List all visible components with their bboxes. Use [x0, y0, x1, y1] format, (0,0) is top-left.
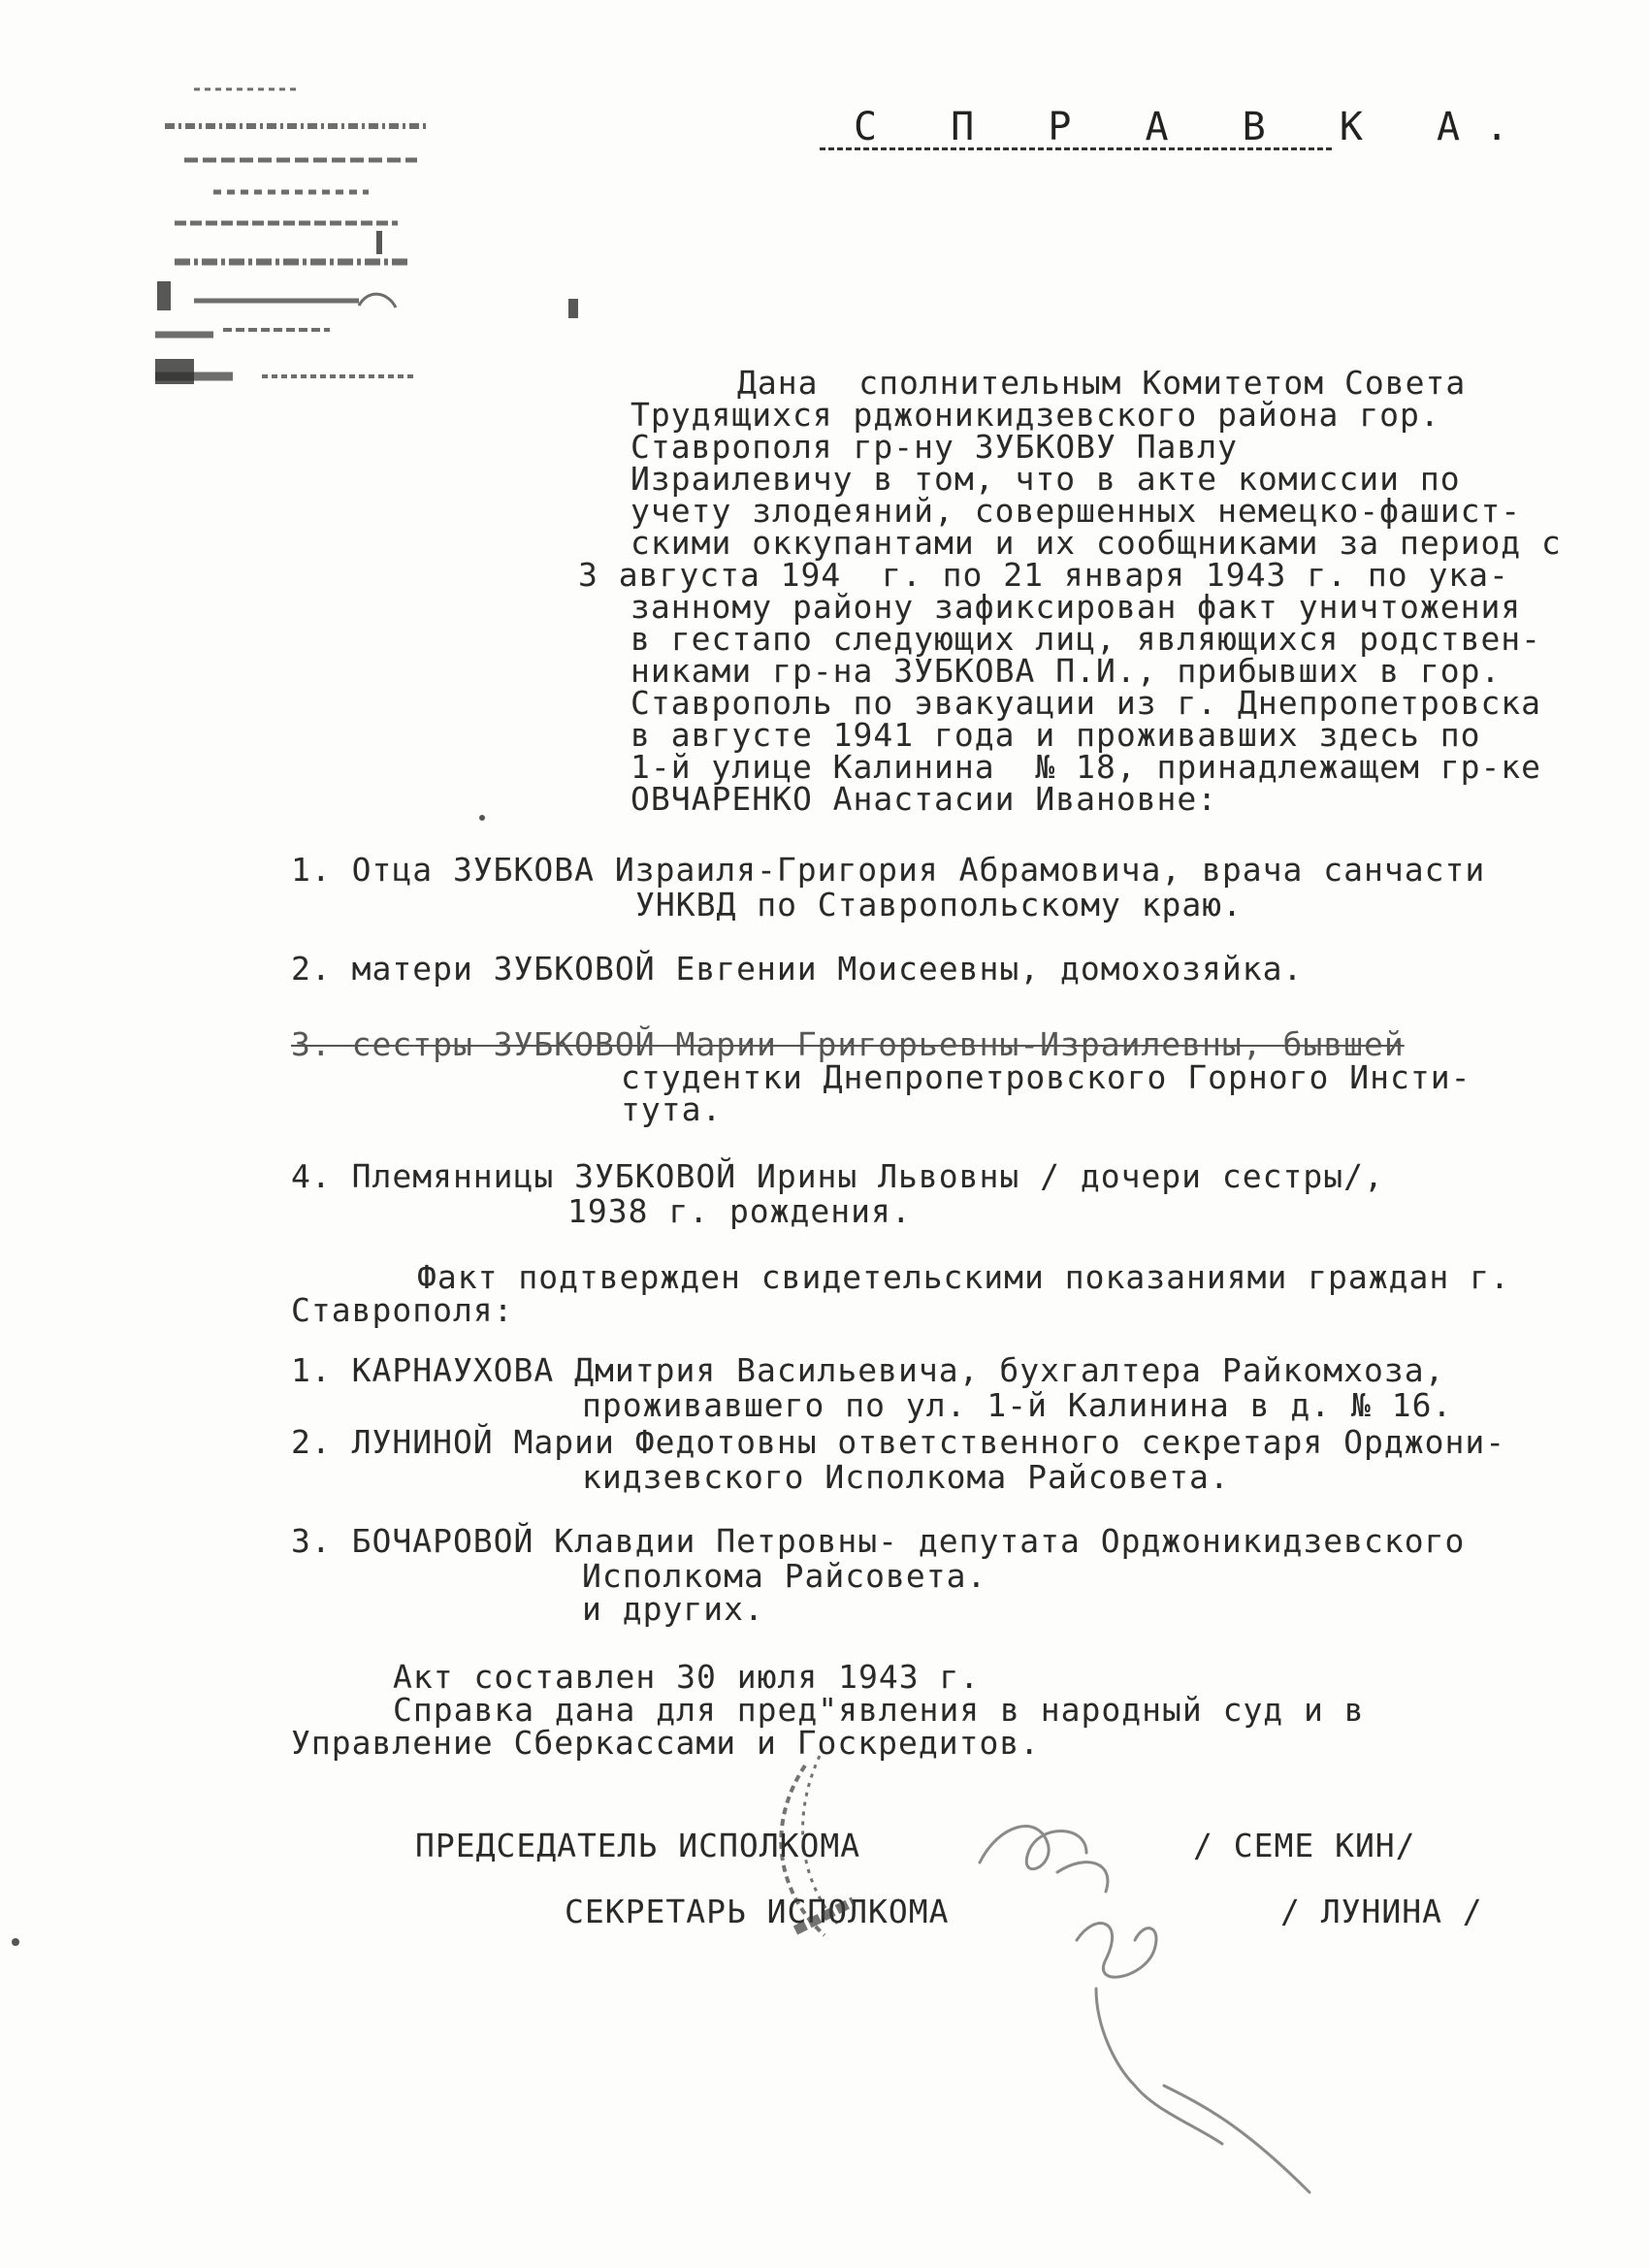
witness-item-1: 1. КАРНАУХОВА Дмитрия Васильевича, бухгалтера Райкомхоза, — [291, 1351, 1445, 1389]
document-title: С П Р А В К А. — [854, 105, 1535, 149]
intro-line: никами гр-на ЗУБКОВА П.И., прибывших в гор. — [630, 652, 1502, 690]
intro-line: учету злодеяний, совершенных немецко-фашист- — [630, 492, 1522, 530]
victim-item-3-cont: студентки Днепропетровского Горного Инсти- — [621, 1058, 1471, 1096]
intro-line: занному району зафиксирован факт уничтожения — [630, 588, 1522, 626]
intro-line: Дана сполнительным Комитетом Совета — [737, 364, 1467, 402]
closing-line: Акт составлен 30 июля 1943 г. — [393, 1658, 981, 1696]
victim-item-3: 3. сестры ЗУБКОВОЙ Марии Григорьевны-Израилевны, бывшей — [291, 1025, 1405, 1063]
chair-role: ПРЕДСЕДАТЕЛЬ ИСПОЛКОМА — [415, 1827, 861, 1864]
title-underline — [820, 147, 1332, 150]
closing-line: Справка дана для пред"явления в народный суд и в — [393, 1691, 1365, 1729]
corner-stamp — [155, 68, 582, 437]
ink-speck — [479, 815, 485, 821]
intro-line: ОВЧАРЕНКО Анастасии Ивановне: — [630, 780, 1218, 818]
victim-item-2: 2. матери ЗУБКОВОЙ Евгении Моисеевны, домохозяйка. — [291, 950, 1304, 988]
intro-line: скими оккупантами и их сообщниками за период с — [630, 524, 1562, 562]
intro-line: Ставрополя гр-ну ЗУБКОВУ Павлу — [630, 428, 1239, 466]
intro-line: Израилевичу в том, что в акте комиссии по — [630, 460, 1461, 498]
intro-line: Трудящихся рджоникидзевского района гор. — [630, 396, 1440, 434]
witness-item-1-cont: проживавшего по ул. 1-й Калинина в д. № 16. — [582, 1386, 1453, 1424]
intro-line: 1-й улице Калинина № 18, принадлежащем гр-ке — [630, 748, 1542, 786]
victim-item-1: 1. Отца ЗУБКОВА Израиля-Григория Абрамовича, врача санчасти — [291, 851, 1486, 889]
secretary-name: / ЛУНИНА / — [1280, 1893, 1483, 1930]
witness-item-3-cont: и других. — [582, 1590, 764, 1628]
ink-speck — [12, 1938, 19, 1946]
witness-item-3: 3. БОЧАРОВОЙ Клавдии Петровны- депутата Орджоникидзевского — [291, 1522, 1466, 1560]
victim-item-1-cont: УНКВД по Ставропольскому краю. — [635, 886, 1244, 923]
chair-name: / СЕМЕ КИН/ — [1193, 1827, 1416, 1864]
intro-line: 3 августа 194 г. по 21 января 1943 г. по ука- — [578, 556, 1509, 594]
witness-item-3-cont: Исполкома Райсовета. — [582, 1557, 987, 1595]
victim-item-4: 4. Племянницы ЗУБКОВОЙ Ирины Львовны / дочери сестры/, — [291, 1157, 1384, 1195]
secretary-role: СЕКРЕТАРЬ ИСПОЛКОМА — [565, 1893, 950, 1930]
closing-line: Управление Сберкассами и Госкредитов. — [291, 1724, 1041, 1762]
intro-line: в гестапо следующих лиц, являющихся родствен- — [630, 620, 1542, 658]
victim-item-3-cont: тута. — [621, 1090, 723, 1128]
round-seal — [747, 1727, 941, 1950]
fact-line: Факт подтвержден свидетельскими показаниями граждан г. — [417, 1258, 1510, 1296]
handwritten-signature — [970, 1795, 1319, 2202]
fact-line: Ставрополя: — [291, 1291, 514, 1329]
intro-line: Ставрополь по эвакуации из г. Днепропетровска — [630, 684, 1542, 722]
victim-item-4-cont: 1938 г. рождения. — [567, 1192, 912, 1230]
intro-line: в августе 1941 года и проживавших здесь по — [630, 716, 1481, 754]
witness-item-2-cont: кидзевского Исполкома Райсовета. — [582, 1458, 1230, 1496]
witness-item-2: 2. ЛУНИНОЙ Марии Федотовны ответственного секретаря Орджони- — [291, 1423, 1506, 1461]
